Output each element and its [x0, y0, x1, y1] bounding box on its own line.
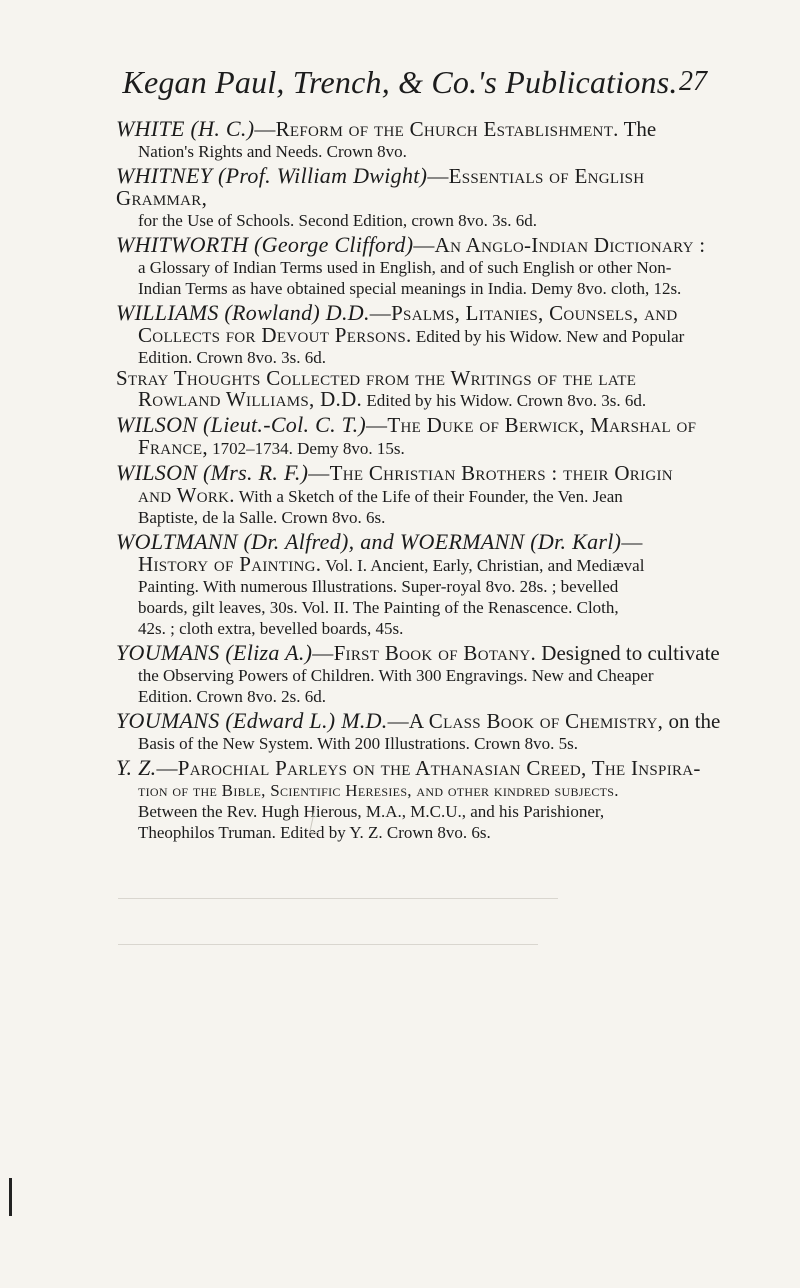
entry-line	[116, 389, 734, 411]
entry-author: WHITE (H. C.)	[116, 116, 255, 141]
entry-line: Theophilos Truman. Edited by Y. Z. Crown 8vo. 6s.	[138, 823, 491, 842]
entry-headline: —An Anglo-Indian Dictionary :	[413, 233, 706, 257]
catalogue-entries	[116, 118, 734, 843]
entry-headline: —Reform of the Church Establishment.	[254, 117, 619, 141]
entry-author: WILLIAMS (Rowland) D.D.	[116, 300, 370, 325]
entry-line	[116, 780, 734, 801]
catalogue-entry	[116, 414, 734, 459]
catalogue-entry	[116, 710, 734, 754]
catalogue-entry	[116, 165, 734, 231]
catalogue-entry	[116, 642, 734, 707]
entry-author: Y. Z.	[116, 755, 157, 780]
entry-smallcaps: and Work.	[138, 483, 235, 507]
entry-line-rest: With a Sketch of the Life of their Founder, the Ven. Jean	[234, 487, 623, 506]
margin-mark	[9, 1178, 12, 1216]
entry-author: WOLTMANN (Dr. Alfred), and WOERMANN (Dr. Karl)	[116, 529, 622, 554]
entry-author: WILSON (Lieut.-Col. C. T.)	[116, 412, 367, 437]
entry-line	[116, 437, 734, 459]
entry-line	[116, 554, 734, 576]
entry-line: Edition. Crown 8vo. 2s. 6d.	[138, 687, 326, 706]
page-title: Kegan Paul, Trench, & Co.'s Publications.	[122, 64, 678, 100]
entry-headline-tail: Designed to cultivate	[536, 641, 720, 665]
page-number: 27	[679, 66, 707, 97]
catalogue-entry	[116, 462, 734, 528]
entry-subtitle: Stray Thoughts Collected from the Writings of the late	[116, 366, 637, 390]
catalogue-entry	[116, 118, 734, 162]
show-through-rule	[118, 944, 538, 945]
entry-line-rest: Edited by his Widow. Crown 8vo. 3s. 6d.	[362, 391, 647, 410]
entry-author: WHITNEY (Prof. William Dwight)	[116, 163, 428, 188]
show-through-rule	[118, 898, 558, 899]
entry-line: Painting. With numerous Illustrations. Super-royal 8vo. 28s. ; bevelled	[138, 577, 619, 596]
entry-headline: —Psalms, Litanies, Counsels, and	[369, 301, 678, 325]
catalogue-entry	[116, 531, 734, 639]
catalogue-entry	[116, 234, 734, 299]
entry-headline: —Essentials of English Grammar,	[116, 164, 645, 210]
entry-line: a Glossary of Indian Terms used in English, and of such English or other Non-	[138, 258, 672, 277]
entry-headline: —The Duke of Berwick, Marshal of	[366, 413, 697, 437]
catalogue-entry	[116, 302, 734, 411]
entry-author: WILSON (Mrs. R. F.)	[116, 460, 309, 485]
catalogue-entry	[116, 757, 734, 843]
entry-author: YOUMANS (Edward L.) M.D.	[116, 708, 388, 733]
entry-line: Between the Rev. Hugh Hierous, M.A., M.C.U., and his Parishioner,	[138, 802, 605, 821]
entry-headline-tail: on the	[663, 709, 721, 733]
entry-line: Nation's Rights and Needs. Crown 8vo.	[138, 142, 407, 161]
entry-smallcaps: Rowland Williams, D.D.	[138, 387, 363, 411]
running-header	[0, 62, 800, 102]
entry-line: Baptiste, de la Salle. Crown 8vo. 6s.	[138, 508, 386, 527]
entry-smallcaps: History of Painting.	[138, 552, 322, 576]
entry-line: Basis of the New System. With 200 Illustrations. Crown 8vo. 5s.	[138, 734, 579, 753]
entry-line-rest: 1702–1734. Demy 8vo. 15s.	[207, 439, 405, 458]
entry-smallcaps: tion of the Bible, Scientific Heresies, and other kindred subjects.	[138, 781, 619, 800]
entry-line	[116, 325, 734, 347]
entry-headline: —First Book of Botany.	[312, 641, 537, 665]
entry-line: 42s. ; cloth extra, bevelled boards, 45s.	[138, 619, 404, 638]
entry-line: Edition. Crown 8vo. 3s. 6d.	[138, 348, 326, 367]
entry-line: boards, gilt leaves, 30s. Vol. II. The Painting of the Renascence. Cloth,	[138, 598, 619, 617]
entry-headline: —The Christian Brothers : their Origin	[308, 461, 673, 485]
entry-smallcaps: Collects for Devout Persons.	[138, 323, 412, 347]
entry-headline: —	[621, 530, 643, 554]
entry-line: the Observing Powers of Children. With 300 Engravings. New and Cheaper	[138, 666, 654, 685]
entry-line-rest: Edited by his Widow. New and Popular	[411, 327, 685, 346]
entry-headline: —Parochial Parleys on the Athanasian Creed, The Inspira-	[156, 756, 701, 780]
entry-line	[116, 485, 734, 507]
entry-line-rest: Vol. I. Ancient, Early, Christian, and Mediæval	[321, 556, 645, 575]
entry-headline-tail: The	[618, 117, 657, 141]
entry-author: WHITWORTH (George Clifford)	[116, 232, 414, 257]
entry-line: for the Use of Schools. Second Edition, crown 8vo. 3s. 6d.	[138, 211, 537, 230]
entry-line: Indian Terms as have obtained special meanings in India. Demy 8vo. cloth, 12s.	[138, 279, 682, 298]
entry-smallcaps: France,	[138, 435, 208, 459]
entry-author: YOUMANS (Eliza A.)	[116, 640, 313, 665]
entry-headline: —A Class Book of Chemistry,	[387, 709, 664, 733]
